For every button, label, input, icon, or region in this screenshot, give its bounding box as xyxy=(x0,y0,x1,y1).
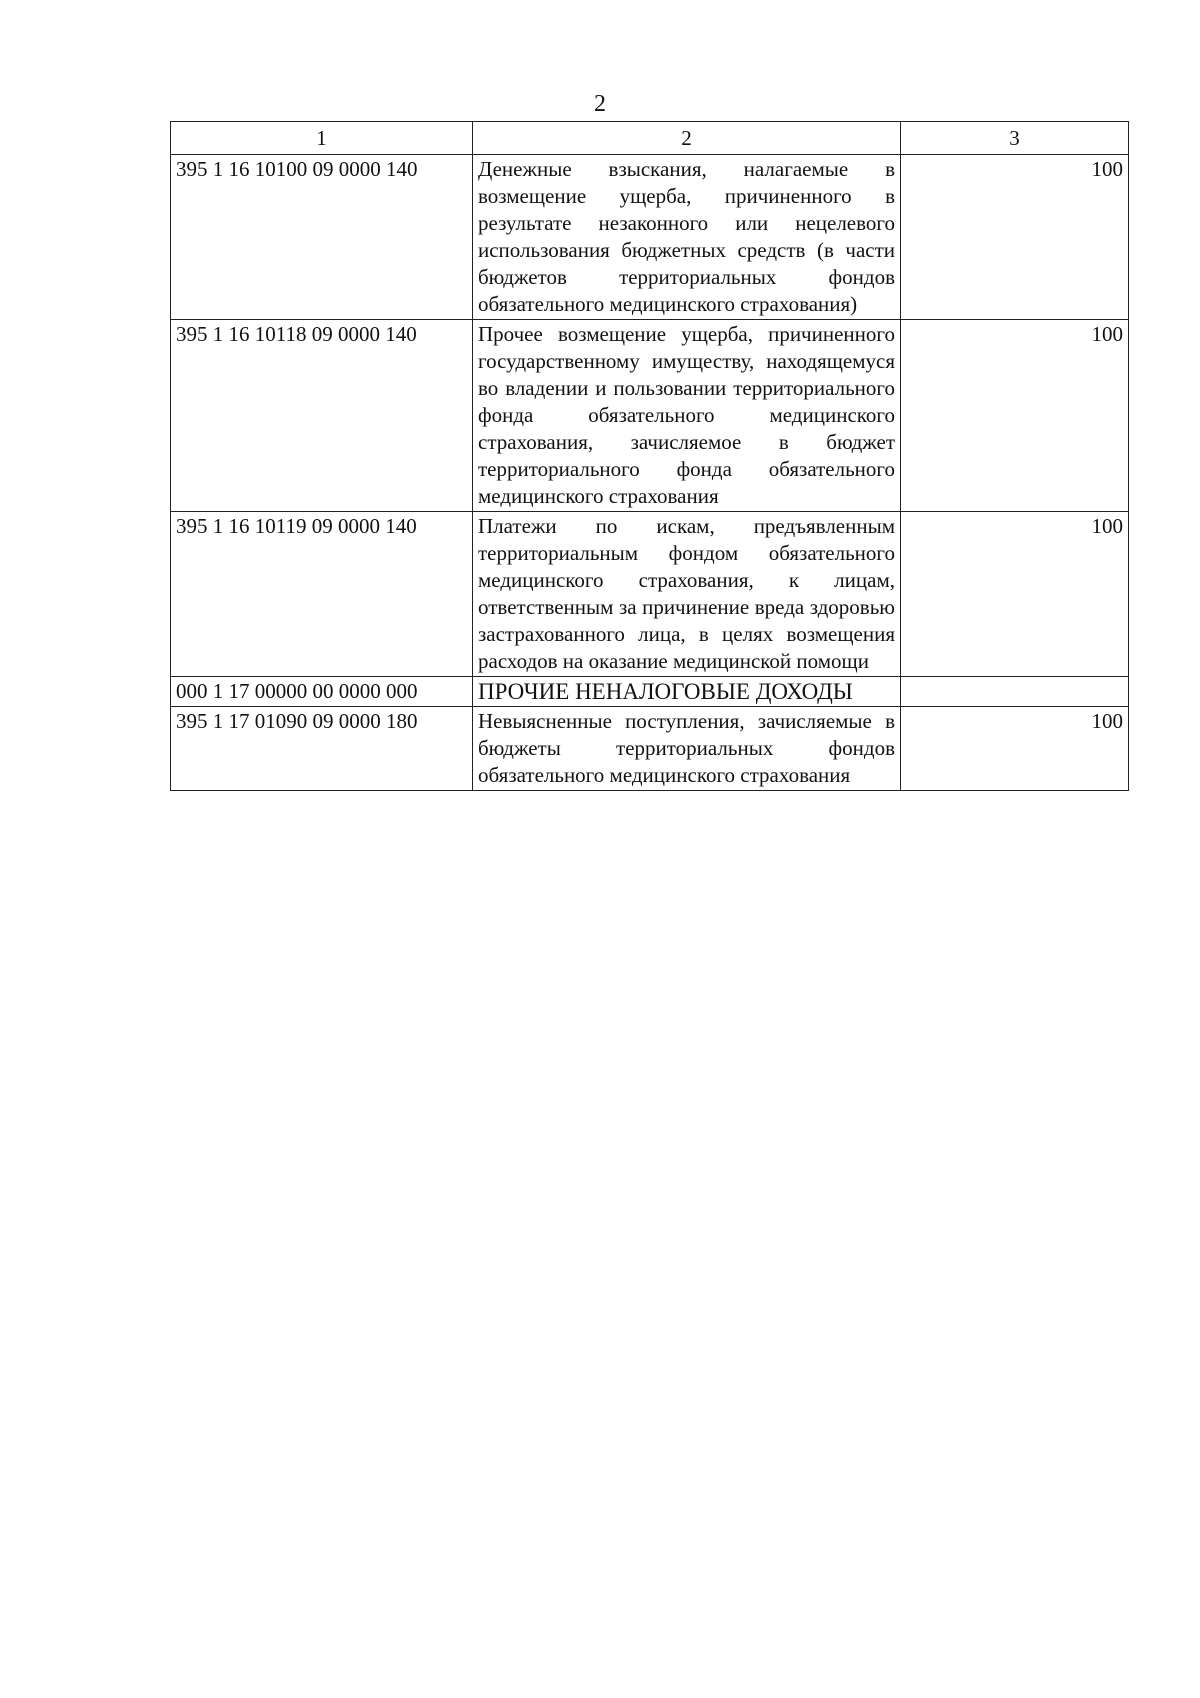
table-row xyxy=(171,677,1129,707)
description-cell: Платежи по искам, предъявленным территориальным фондом обязательного медицинского страхования, к лицам, ответственным за причинение вреда здоровью застрахованного лица, в целях возмещения расходов на оказание медицинской помощи xyxy=(473,512,901,677)
table-row xyxy=(171,155,1129,320)
description-cell: Прочее возмещение ущерба, причиненного государственному имуществу, находящемуся во владении и пользовании территориального фонда обязательного медицинского страхования, зачисляемое в бюджет территориального фонда обязательного медицинского страхования xyxy=(473,320,901,512)
value-cell xyxy=(901,677,1129,707)
table-header-row xyxy=(171,122,1129,155)
page-number: 2 xyxy=(594,91,606,117)
value-cell: 100 xyxy=(901,707,1129,791)
description-cell: Невыясненные поступления, зачисляемые в бюджеты территориальных фондов обязательного медицинского страхования xyxy=(473,707,901,791)
budget-code-cell: 395 1 16 10100 09 0000 140 xyxy=(171,155,473,320)
section-heading-cell: ПРОЧИЕ НЕНАЛОГОВЫЕ ДОХОДЫ xyxy=(473,677,901,707)
budget-code-cell: 395 1 16 10118 09 0000 140 xyxy=(171,320,473,512)
budget-code-cell: 000 1 17 00000 00 0000 000 xyxy=(171,677,473,707)
budget-code-cell: 395 1 16 10119 09 0000 140 xyxy=(171,512,473,677)
column-header-1: 1 xyxy=(171,122,473,155)
description-cell: Денежные взыскания, налагаемые в возмещение ущерба, причиненного в результате незаконного или нецелевого использования бюджетных средств (в части бюджетов территориальных фондов обязательного медицинского страхования) xyxy=(473,155,901,320)
budget-code-cell: 395 1 17 01090 09 0000 180 xyxy=(171,707,473,791)
value-cell: 100 xyxy=(901,155,1129,320)
table-row xyxy=(171,320,1129,512)
budget-codes-table xyxy=(170,121,1129,791)
value-cell: 100 xyxy=(901,320,1129,512)
column-header-3: 3 xyxy=(901,122,1129,155)
table-row xyxy=(171,707,1129,791)
value-cell: 100 xyxy=(901,512,1129,677)
column-header-2: 2 xyxy=(473,122,901,155)
table-row xyxy=(171,512,1129,677)
